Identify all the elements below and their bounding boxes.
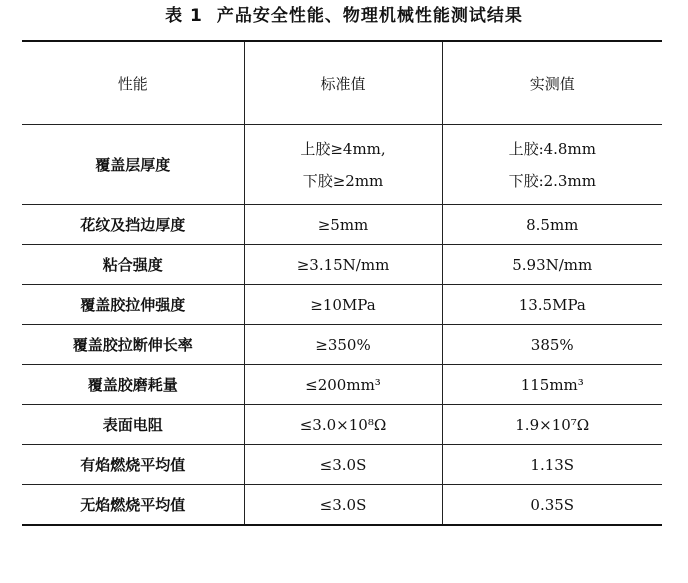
table-row: [22, 445, 662, 485]
measured-cell: 5.93N/mm: [442, 245, 662, 285]
measured-cell: [442, 125, 662, 205]
table-row: [22, 365, 662, 405]
results-table: [22, 40, 662, 526]
standard-cell: ≥5mm: [244, 205, 442, 245]
standard-cell: ≤200mm³: [244, 365, 442, 405]
table-row: [22, 285, 662, 325]
table-row: [22, 325, 662, 365]
header-property: 性能: [22, 41, 244, 125]
property-cell: 覆盖层厚度: [22, 125, 244, 205]
table-row: [22, 405, 662, 445]
measured-cell: 115mm³: [442, 365, 662, 405]
property-cell: 有焰燃烧平均值: [22, 445, 244, 485]
property-cell: 表面电阻: [22, 405, 244, 445]
header-standard: 标准值: [244, 41, 442, 125]
measured-cell: 8.5mm: [442, 205, 662, 245]
measured-cell: 13.5MPa: [442, 285, 662, 325]
table-row: [22, 125, 662, 205]
property-cell: 无焰燃烧平均值: [22, 485, 244, 526]
standard-value: 下胶≥2mm: [302, 171, 384, 190]
measured-cell: 385%: [442, 325, 662, 365]
property-cell: 覆盖胶磨耗量: [22, 365, 244, 405]
header-measured: 实测值: [442, 41, 662, 125]
header-row: [22, 41, 662, 125]
property-cell: 覆盖胶拉断伸长率: [22, 325, 244, 365]
table-number: 表 1: [165, 6, 203, 26]
property-cell: 粘合强度: [22, 245, 244, 285]
standard-cell: ≥10MPa: [244, 285, 442, 325]
table-row: [22, 485, 662, 526]
standard-cell: ≤3.0S: [244, 485, 442, 526]
standard-cell: ≥350%: [244, 325, 442, 365]
measured-cell: 1.13S: [442, 445, 662, 485]
standard-cell: [244, 125, 442, 205]
standard-cell: ≥3.15N/mm: [244, 245, 442, 285]
property-cell: 花纹及挡边厚度: [22, 205, 244, 245]
table-title: 产品安全性能、物理机械性能测试结果: [216, 6, 523, 26]
table-caption: [0, 4, 688, 28]
table-row: [22, 245, 662, 285]
standard-value: 上胶≥4mm,: [300, 139, 386, 158]
measured-cell: 0.35S: [442, 485, 662, 526]
standard-cell: ≤3.0×10⁸Ω: [244, 405, 442, 445]
measured-cell: 1.9×10⁷Ω: [442, 405, 662, 445]
table-row: [22, 205, 662, 245]
measured-value: 上胶:4.8mm: [508, 139, 596, 158]
standard-cell: ≤3.0S: [244, 445, 442, 485]
measured-value: 下胶:2.3mm: [508, 171, 596, 190]
property-cell: 覆盖胶拉伸强度: [22, 285, 244, 325]
